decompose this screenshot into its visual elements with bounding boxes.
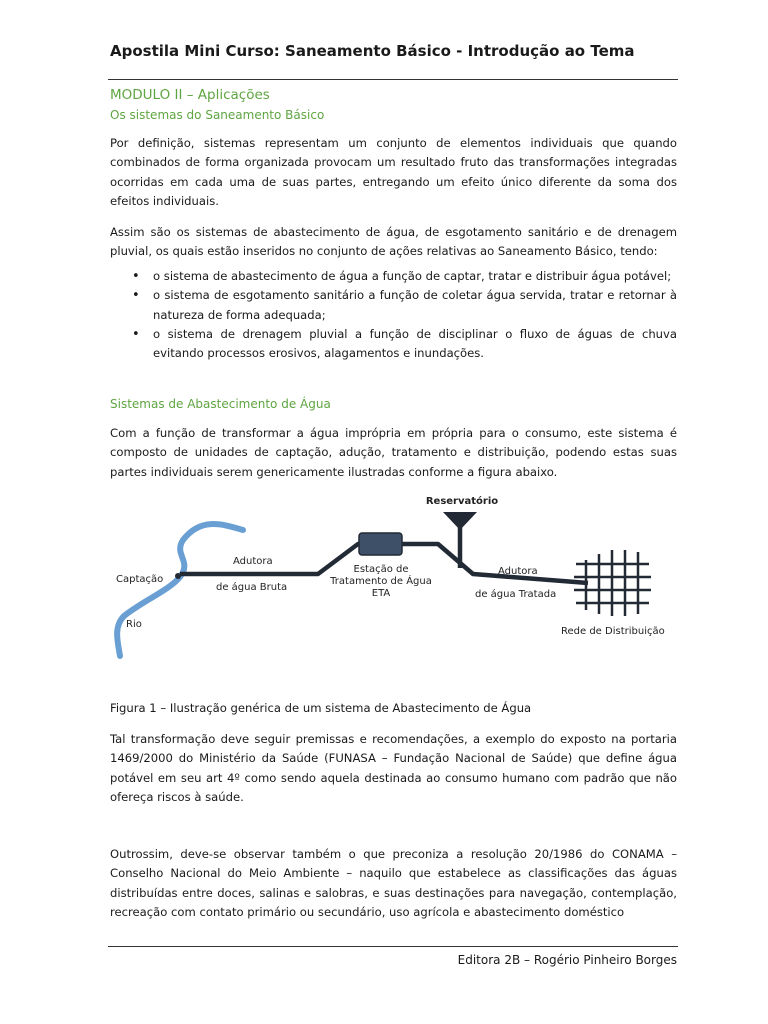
bullet-item	[110, 325, 677, 364]
paragraph-conama: Outrossim, deve-se observar também o que preconiza a resolução 20/1986 do CONAMA – Conselho Nacional do Meio Ambiente – naquilo que estabelece as classificações das águas distribuídas entre doces, salinas e salobras, e suas destinações para navegação, contemplação, recreação com contato primário ou secundário, uso agrícola e abastecimento doméstico	[110, 847, 677, 919]
label-rio: Rio	[126, 619, 142, 630]
paragraph-water-supply: Com a função de transformar a água imprópria em própria para o consumo, este sistema é composto de unidades de captação, adução, tratamento e distribuição, podendo estas suas partes individuais serem genericamente ilustradas conforme a figura abaixo.	[110, 426, 677, 479]
label-rede-distribuicao: Rede de Distribuição	[561, 626, 665, 637]
bullet-text: o sistema de abastecimento de água a função de captar, tratar e distribuir água potável;	[153, 269, 672, 283]
footer-divider	[108, 946, 678, 947]
label-reservatorio: Reservatório	[425, 496, 499, 507]
bullet-text: o sistema de esgotamento sanitário a função de coletar água servida, tratar e retornar à natureza de forma adequada;	[153, 288, 677, 322]
eta-box	[359, 533, 402, 555]
label-estacao: Estação de	[353, 564, 409, 575]
bullet-item	[110, 267, 677, 286]
bullet-marker: •	[132, 269, 140, 284]
label-agua-tratada: de água Tratada	[475, 589, 557, 600]
water-supply-diagram	[108, 488, 688, 663]
paragraph-systems-intro: Assim são os sistemas de abastecimento de água, de esgotamento sanitário e de drenagem pluvial, os quais estão inseridos no conjunto de ações relativas ao Saneamento Básico, tendo:	[110, 225, 677, 259]
bullet-marker: •	[132, 288, 140, 304]
figure-caption: Figura 1 – Ilustração genérica de um sistema de Abastecimento de Água	[110, 701, 532, 715]
label-captacao: Captação	[116, 574, 164, 585]
section-title-water-supply: Sistemas de Abastecimento de Água	[110, 397, 331, 411]
reservoir-icon	[443, 512, 477, 530]
distribution-network-grid	[574, 550, 651, 616]
label-agua-bruta: de água Bruta	[216, 582, 288, 593]
header-divider	[108, 79, 678, 80]
paragraph-portaria: Tal transformação deve seguir premissas e recomendações, a exemplo do exposto na portaria 1469/2000 do Ministério da Saúde (FUNASA – Fundação Nacional de Saúde) que define água potável em seu art 4º como sendo aquela destinada ao consumo humano com padrão que não ofereça riscos à saúde.	[110, 732, 677, 804]
paragraph-definition: Por definição, sistemas representam um conjunto de elementos individuais que quando combinados de forma organizada provocam um resultado fruto das transformações integradas ocorridas em cada uma de suas partes, entregando um efeito único diferente da soma dos efeitos individuais.	[110, 136, 677, 208]
label-adutora-tratada: Adutora	[498, 566, 538, 577]
label-eta: ETA	[371, 588, 391, 599]
bullet-text: o sistema de drenagem pluvial a função de disciplinar o fluxo de águas de chuva evitando processos erosivos, alagamentos e inundações.	[153, 326, 677, 361]
label-adutora-bruta: Adutora	[233, 556, 273, 567]
systems-bullet-list	[110, 267, 677, 363]
module-title: MODULO II – Aplicações	[110, 87, 270, 103]
bullet-marker: •	[132, 326, 140, 342]
section-subtitle: Os sistemas do Saneamento Básico	[110, 108, 325, 122]
document-header-title: Apostila Mini Curso: Saneamento Básico - Introdução ao Tema	[110, 42, 635, 60]
bullet-item	[110, 286, 677, 325]
label-tratamento: Tratamento de Água	[330, 576, 432, 587]
footer-credit: Editora 2B – Rogério Pinheiro Borges	[457, 953, 677, 967]
